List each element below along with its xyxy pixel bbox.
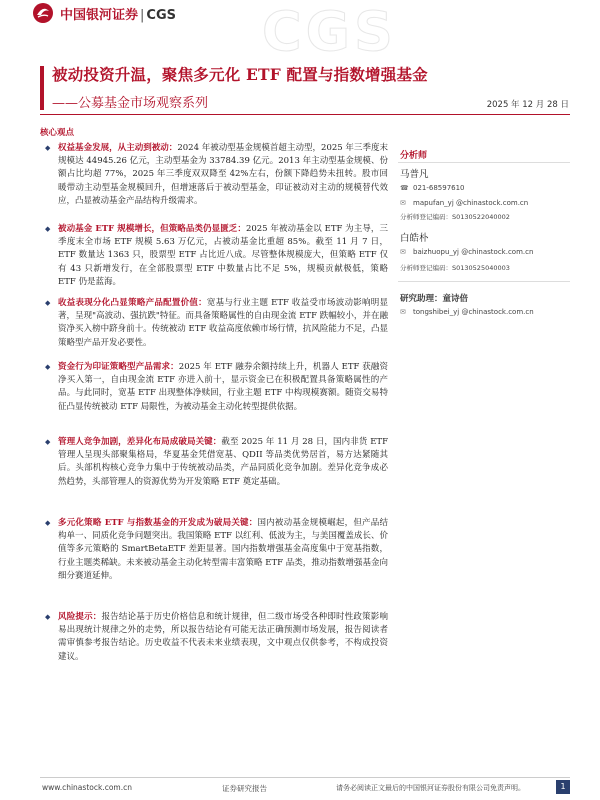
analyst-email-row (400, 248, 533, 256)
analyst-phone: 021-68597610 (413, 184, 465, 192)
bullet-lead: 多元化策略 ETF 与指数基金的开发成为破局关键： (58, 518, 258, 528)
phone-icon: ☎ (400, 184, 409, 192)
analyst-email[interactable]: baizhuopu_yj @chinastock.com.cn (413, 248, 534, 256)
cgs-watermark: CGS (262, 0, 397, 63)
footer-disclaimer: 请务必阅读正文最后的中国银河证券股份有限公司免责声明。 (336, 784, 525, 792)
analyst-name: 白皓朴 (400, 233, 429, 244)
sidebar-divider (398, 281, 570, 282)
analyst-registration: 分析师登记编码：S0130522040002 (400, 213, 510, 221)
bullet-lead: 管理人竞争加剧，差异化布局成破局关键： (58, 437, 222, 447)
report-title: 被动投资升温，聚焦多元化 ETF 配置与指数增强基金 (52, 65, 428, 84)
header-divider (40, 114, 570, 115)
bullet-marker-icon: ◆ (45, 363, 51, 371)
assistant-email[interactable]: tongshibei_yj @chinastock.com.cn (413, 308, 534, 316)
title-accent-bar (40, 66, 44, 110)
bullet-marker-icon: ◆ (45, 519, 51, 527)
email-icon: ✉ (400, 199, 406, 207)
bullet-text: 宽基与行业主题 ETF 收益受市场波动影响明显著，呈现"高波动、强抗跌"特征。而具备策略属性的自由现金流 ETF 跌幅较小，并在融资净买入榜中跻身前十。传统被动 ETF 收益高度依赖市场行情，抗风险能力不足，凸显策略型产品开发必要性。 (58, 298, 388, 348)
analyst-heading: 分析师 (400, 151, 428, 161)
research-assistant: 研究助理：童诗倍 (400, 294, 469, 304)
analyst-name: 马普凡 (400, 169, 429, 180)
bullet-marker-icon: ◆ (45, 144, 51, 152)
sidebar-divider (398, 162, 570, 163)
email-icon: ✉ (400, 308, 406, 316)
bullet-text: 国内被动基金规模崛起，但产品结构单一、同质化竞争问题突出。我国策略 ETF 以红利、低波为主，与美国覆盖成长、价值等多元策略的 SmartBetaETF 差距显著。国内指数增强基金高度集中于宽基指数，行业主题类稀缺。未来被动基金主动化转型需丰富策略 ETF 品类，推动指数增强基金向细分赛道延伸。 (58, 518, 388, 581)
bullet-marker-icon: ◆ (45, 299, 51, 307)
bullet-lead: 收益表现分化凸显策略产品配置价值： (58, 298, 207, 308)
bullet-lead: 被动基金 ETF 规模增长，但策略品类仍显匮乏： (58, 224, 246, 234)
bullet-text: 报告结论基于历史价格信息和统计规律，但二级市场受各种即时性政策影响易出现统计规律之外的走势，所以报告结论有可能无法正确预测市场发展，报告阅读者需审慎参考报告结论。历史收益不代表未来业绩表现，文中观点仅供参考，不构成投资建议。 (58, 612, 388, 662)
bullet-text: 2024 年被动型基金规模首超主动型，2025 年三季度末规模达 44945.26 亿元，主动型基金为 33784.39 亿元。2013 年主动型基金规模、份额占比均超 77%，2025 年三季度双双降至 42%左右，份额下降趋势未扭转。股市回暖带动主动型基金规模回升，但增速落后于被动型基金，印证被动对主动的规模替代效应，凸显被动基金产品结构升级需求。 (58, 143, 388, 206)
brand-name-en: CGS (146, 8, 176, 23)
cgs-logo-icon (32, 2, 54, 24)
core-view-bullet (45, 361, 388, 414)
footer-divider (40, 777, 570, 778)
footer-doc-type: 证券研究报告 (222, 784, 267, 793)
core-view-bullet (45, 223, 389, 289)
bullet-text: 2025 年 ETF 融券余额持续上升，机器人 ETF 获融资净买入第一，自由现金流 ETF 亦进入前十，显示资金已在积极配置具备策略属性的产品。与此同时，宽基 ETF 出现整体净赎回，行业主题 ETF 中构现模赛额。随资交易特征凸显传统被动 ETF 局限性，为被动基金主动化转型提供依据。 (58, 362, 388, 412)
brand-name-cn: 中国银河证券 (60, 8, 139, 23)
core-view-heading: 核心观点 (40, 128, 75, 138)
analyst-email[interactable]: mapufan_yj @chinastock.com.cn (413, 199, 529, 207)
assistant-email-row (400, 308, 534, 316)
bullet-marker-icon: ◆ (45, 225, 51, 233)
core-view-bullet (45, 517, 388, 583)
footer-website-link[interactable]: www.chinastock.com.cn (42, 783, 132, 792)
bullet-text: 截至 2025 年 11 月 28 日，国内非货 ETF 管理人呈现头部聚集格局，华夏基金凭借宽基、QDII 等品类优势居首，易方达紧随其后。头部机构核心竞争力集中于传统被动品类，产品同质化竞争加剧。差异化竞争成必然趋势，头部管理人的资源优势为开发策略 ETF 奠定基础。 (58, 437, 388, 487)
analyst-email-row (400, 199, 528, 207)
report-subtitle: ——公募基金市场观察系列 (52, 96, 209, 111)
brand-logo-text (60, 4, 176, 23)
core-view-bullet (45, 436, 388, 489)
bullet-marker-icon: ◆ (45, 613, 51, 621)
analyst-phone-row (400, 184, 465, 192)
analyst-registration: 分析师登记编码：S0130525040003 (400, 264, 510, 272)
page-number: 1 (556, 780, 570, 794)
bullet-lead: 权益基金发展，从主动到被动： (58, 143, 178, 153)
bullet-marker-icon: ◆ (45, 438, 51, 446)
bullet-lead: 风险提示： (58, 612, 102, 622)
bullet-text: 2025 年被动基金以 ETF 为主导，三季度末全市场 ETF 规模 5.63 万亿元，占被动基金比重超 85%。截至 11 月 7 日，ETF 数量达 1363 只，股票型 ETF 占比近八成。尽管整体规模庞大，但策略 ETF 仅有 43 只新增发行，在全部股票型 ETF 中数量占比不足 5%，规模贡献极低，策略 ETF 仍是蓝海。 (58, 224, 389, 287)
bullet-lead: 资金行为印证策略型产品需求： (58, 362, 179, 372)
core-view-bullet (45, 297, 388, 350)
core-view-bullet (45, 142, 388, 208)
brand-separator: | (140, 8, 145, 23)
email-icon: ✉ (400, 248, 406, 256)
core-view-bullet (45, 611, 388, 664)
report-date: 2025 年 12 月 28 日 (486, 100, 569, 110)
